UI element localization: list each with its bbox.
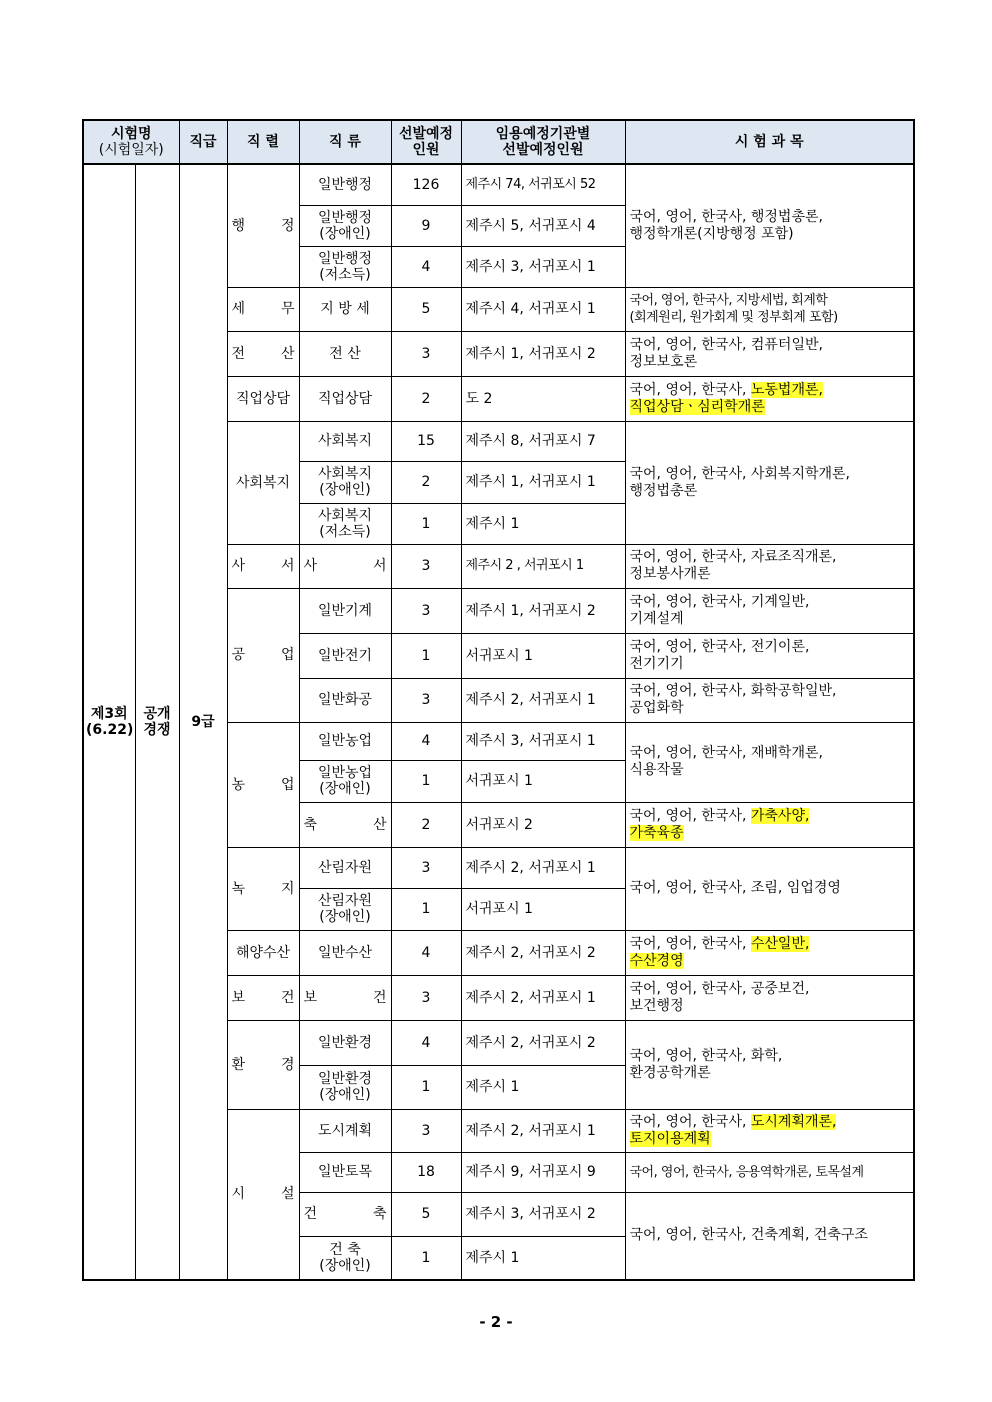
table-row: [83, 164, 914, 205]
category-cell: 사회복지: [299, 421, 391, 461]
quota-cell: 1: [391, 888, 461, 930]
agency-cell: 서귀포시 1: [461, 760, 625, 802]
category-cell: 지 방 세: [299, 287, 391, 331]
subjects-welfare: 국어, 영어, 한국사, 사회복지학개론, 행정법총론: [625, 421, 914, 544]
quota-cell: 4: [391, 246, 461, 287]
header-subjects: 시 험 과 목: [625, 120, 914, 164]
agency-cell: 제주시 3, 서귀포시 1: [461, 246, 625, 287]
table-header-row: [83, 120, 914, 164]
quota-cell: 1: [391, 1065, 461, 1109]
category-cell: 일반행정 (저소득): [299, 246, 391, 287]
series-facility: 시 설: [227, 1109, 299, 1280]
agency-cell: 제주시 1: [461, 1236, 625, 1280]
agency-cell: 제주시 3, 서귀포시 2: [461, 1192, 625, 1236]
subjects-agri: 국어, 영어, 한국사, 재배학개론, 식용작물: [625, 722, 914, 802]
quota-cell: 2: [391, 802, 461, 847]
agency-cell: 제주시 2, 서귀포시 1: [461, 678, 625, 722]
series-marine: 해양수산: [227, 930, 299, 975]
category-cell: 산림자원: [299, 847, 391, 888]
agency-cell: 제주시 8, 서귀포시 7: [461, 421, 625, 461]
series-agriculture: 농 업: [227, 722, 299, 847]
category-cell: 사회복지 (저소득): [299, 503, 391, 544]
agency-cell: 제주시 2, 서귀포시 1: [461, 975, 625, 1020]
subjects-chem: 국어, 영어, 한국사, 화학공학일반, 공업화학: [625, 678, 914, 722]
agency-cell: 제주시 2, 서귀포시 1: [461, 847, 625, 888]
quota-cell: 3: [391, 331, 461, 376]
category-cell: 일반기계: [299, 588, 391, 633]
agency-cell: 제주시 4, 서귀포시 1: [461, 287, 625, 331]
quota-cell: 126: [391, 164, 461, 205]
agency-cell: 제주시 2, 서귀포시 1: [461, 1109, 625, 1152]
series-librarian: 사 서: [227, 544, 299, 588]
subjects-computer: 국어, 영어, 한국사, 컴퓨터일반, 정보보호론: [625, 331, 914, 376]
agency-cell: 제주시 1: [461, 503, 625, 544]
subjects-librarian: 국어, 영어, 한국사, 자료조직개론, 정보봉사개론: [625, 544, 914, 588]
agency-cell: 도 2: [461, 376, 625, 421]
agency-cell: 제주시 9, 서귀포시 9: [461, 1152, 625, 1192]
exam-type: 공개 경쟁: [135, 164, 179, 1280]
subjects-forest: 국어, 영어, 한국사, 조림, 임업경영: [625, 847, 914, 930]
quota-cell: 5: [391, 1192, 461, 1236]
series-industry: 공 업: [227, 588, 299, 722]
category-cell: 일반전기: [299, 633, 391, 678]
exam-round: 제3회 (6.22): [83, 164, 135, 1280]
quota-cell: 2: [391, 376, 461, 421]
category-cell: 도시계획: [299, 1109, 391, 1152]
series-welfare: 사회복지: [227, 421, 299, 544]
series-tax: 세 무: [227, 287, 299, 331]
category-cell: 일반환경: [299, 1020, 391, 1065]
quota-cell: 1: [391, 503, 461, 544]
subjects-admin: 국어, 영어, 한국사, 행정법총론, 행정학개론(지방행정 포함): [625, 164, 914, 287]
quota-cell: 9: [391, 205, 461, 246]
category-cell: 일반토목: [299, 1152, 391, 1192]
category-cell: 일반농업: [299, 722, 391, 760]
series-environment: 환 경: [227, 1020, 299, 1109]
agency-cell: 서귀포시 2: [461, 802, 625, 847]
category-cell: 일반행정: [299, 164, 391, 205]
quota-cell: 1: [391, 633, 461, 678]
header-agency: 임용예정기관별 선발예정인원: [461, 120, 625, 164]
category-cell: 일반환경 (장애인): [299, 1065, 391, 1109]
header-exam-name: 시험명 (시험일자): [83, 120, 179, 164]
exam-schedule-table: [82, 119, 915, 1281]
agency-cell: 제주시 1, 서귀포시 2: [461, 331, 625, 376]
subjects-counsel: 국어, 영어, 한국사, 노동법개론, 직업상담ㆍ심리학개론: [625, 376, 914, 421]
series-counsel: 직업상담: [227, 376, 299, 421]
category-cell: 산림자원 (장애인): [299, 888, 391, 930]
series-admin: 행 정: [227, 164, 299, 287]
category-cell: 일반화공: [299, 678, 391, 722]
category-cell: 전 산: [299, 331, 391, 376]
quota-cell: 2: [391, 461, 461, 503]
quota-cell: 1: [391, 1236, 461, 1280]
quota-cell: 3: [391, 1109, 461, 1152]
quota-cell: 1: [391, 760, 461, 802]
subjects-livestock: 국어, 영어, 한국사, 가축사양, 가축육종: [625, 802, 914, 847]
quota-cell: 15: [391, 421, 461, 461]
subjects-civil: 국어, 영어, 한국사, 응용역학개론, 토목설계: [625, 1152, 914, 1192]
category-cell: 건 축 (장애인): [299, 1236, 391, 1280]
agency-cell: 제주시 2 , 서귀포시 1: [461, 544, 625, 588]
agency-cell: 제주시 3, 서귀포시 1: [461, 722, 625, 760]
subjects-arch: 국어, 영어, 한국사, 건축계획, 건축구조: [625, 1192, 914, 1280]
agency-cell: 제주시 1, 서귀포시 1: [461, 461, 625, 503]
subjects-env: 국어, 영어, 한국사, 화학, 환경공학개론: [625, 1020, 914, 1109]
agency-cell: 제주시 1: [461, 1065, 625, 1109]
header-quota: 선발예정 인원: [391, 120, 461, 164]
subjects-machine: 국어, 영어, 한국사, 기계일반, 기계설계: [625, 588, 914, 633]
quota-cell: 4: [391, 930, 461, 975]
series-computer: 전 산: [227, 331, 299, 376]
header-category: 직 류: [299, 120, 391, 164]
quota-cell: 3: [391, 678, 461, 722]
page-number: - 2 -: [479, 1313, 513, 1331]
header-grade: 직급: [179, 120, 227, 164]
category-cell: 일반농업 (장애인): [299, 760, 391, 802]
quota-cell: 5: [391, 287, 461, 331]
quota-cell: 3: [391, 975, 461, 1020]
agency-cell: 제주시 5, 서귀포시 4: [461, 205, 625, 246]
quota-cell: 18: [391, 1152, 461, 1192]
subjects-health: 국어, 영어, 한국사, 공중보건, 보건행정: [625, 975, 914, 1020]
exam-grade: 9급: [179, 164, 227, 1280]
quota-cell: 3: [391, 588, 461, 633]
quota-cell: 3: [391, 847, 461, 888]
category-cell: 건 축: [299, 1192, 391, 1236]
category-cell: 축 산: [299, 802, 391, 847]
category-cell: 사회복지 (장애인): [299, 461, 391, 503]
series-health: 보 건: [227, 975, 299, 1020]
quota-cell: 3: [391, 544, 461, 588]
agency-cell: 서귀포시 1: [461, 888, 625, 930]
subjects-electric: 국어, 영어, 한국사, 전기이론, 전기기기: [625, 633, 914, 678]
subjects-tax: 국어, 영어, 한국사, 지방세법, 회계학 (회계원리, 원가회계 및 정부회계 포함): [625, 287, 914, 331]
quota-cell: 4: [391, 722, 461, 760]
category-cell: 직업상담: [299, 376, 391, 421]
category-cell: 보 건: [299, 975, 391, 1020]
category-cell: 일반수산: [299, 930, 391, 975]
agency-cell: 제주시 2, 서귀포시 2: [461, 930, 625, 975]
subjects-marine: 국어, 영어, 한국사, 수산일반, 수산경영: [625, 930, 914, 975]
agency-cell: 서귀포시 1: [461, 633, 625, 678]
series-green: 녹 지: [227, 847, 299, 930]
header-series: 직 렬: [227, 120, 299, 164]
subjects-urban: 국어, 영어, 한국사, 도시계획개론, 토지이용계획: [625, 1109, 914, 1152]
agency-cell: 제주시 2, 서귀포시 2: [461, 1020, 625, 1065]
quota-cell: 4: [391, 1020, 461, 1065]
category-cell: 일반행정 (장애인): [299, 205, 391, 246]
agency-cell: 제주시 74, 서귀포시 52: [461, 164, 625, 205]
agency-cell: 제주시 1, 서귀포시 2: [461, 588, 625, 633]
category-cell: 사 서: [299, 544, 391, 588]
